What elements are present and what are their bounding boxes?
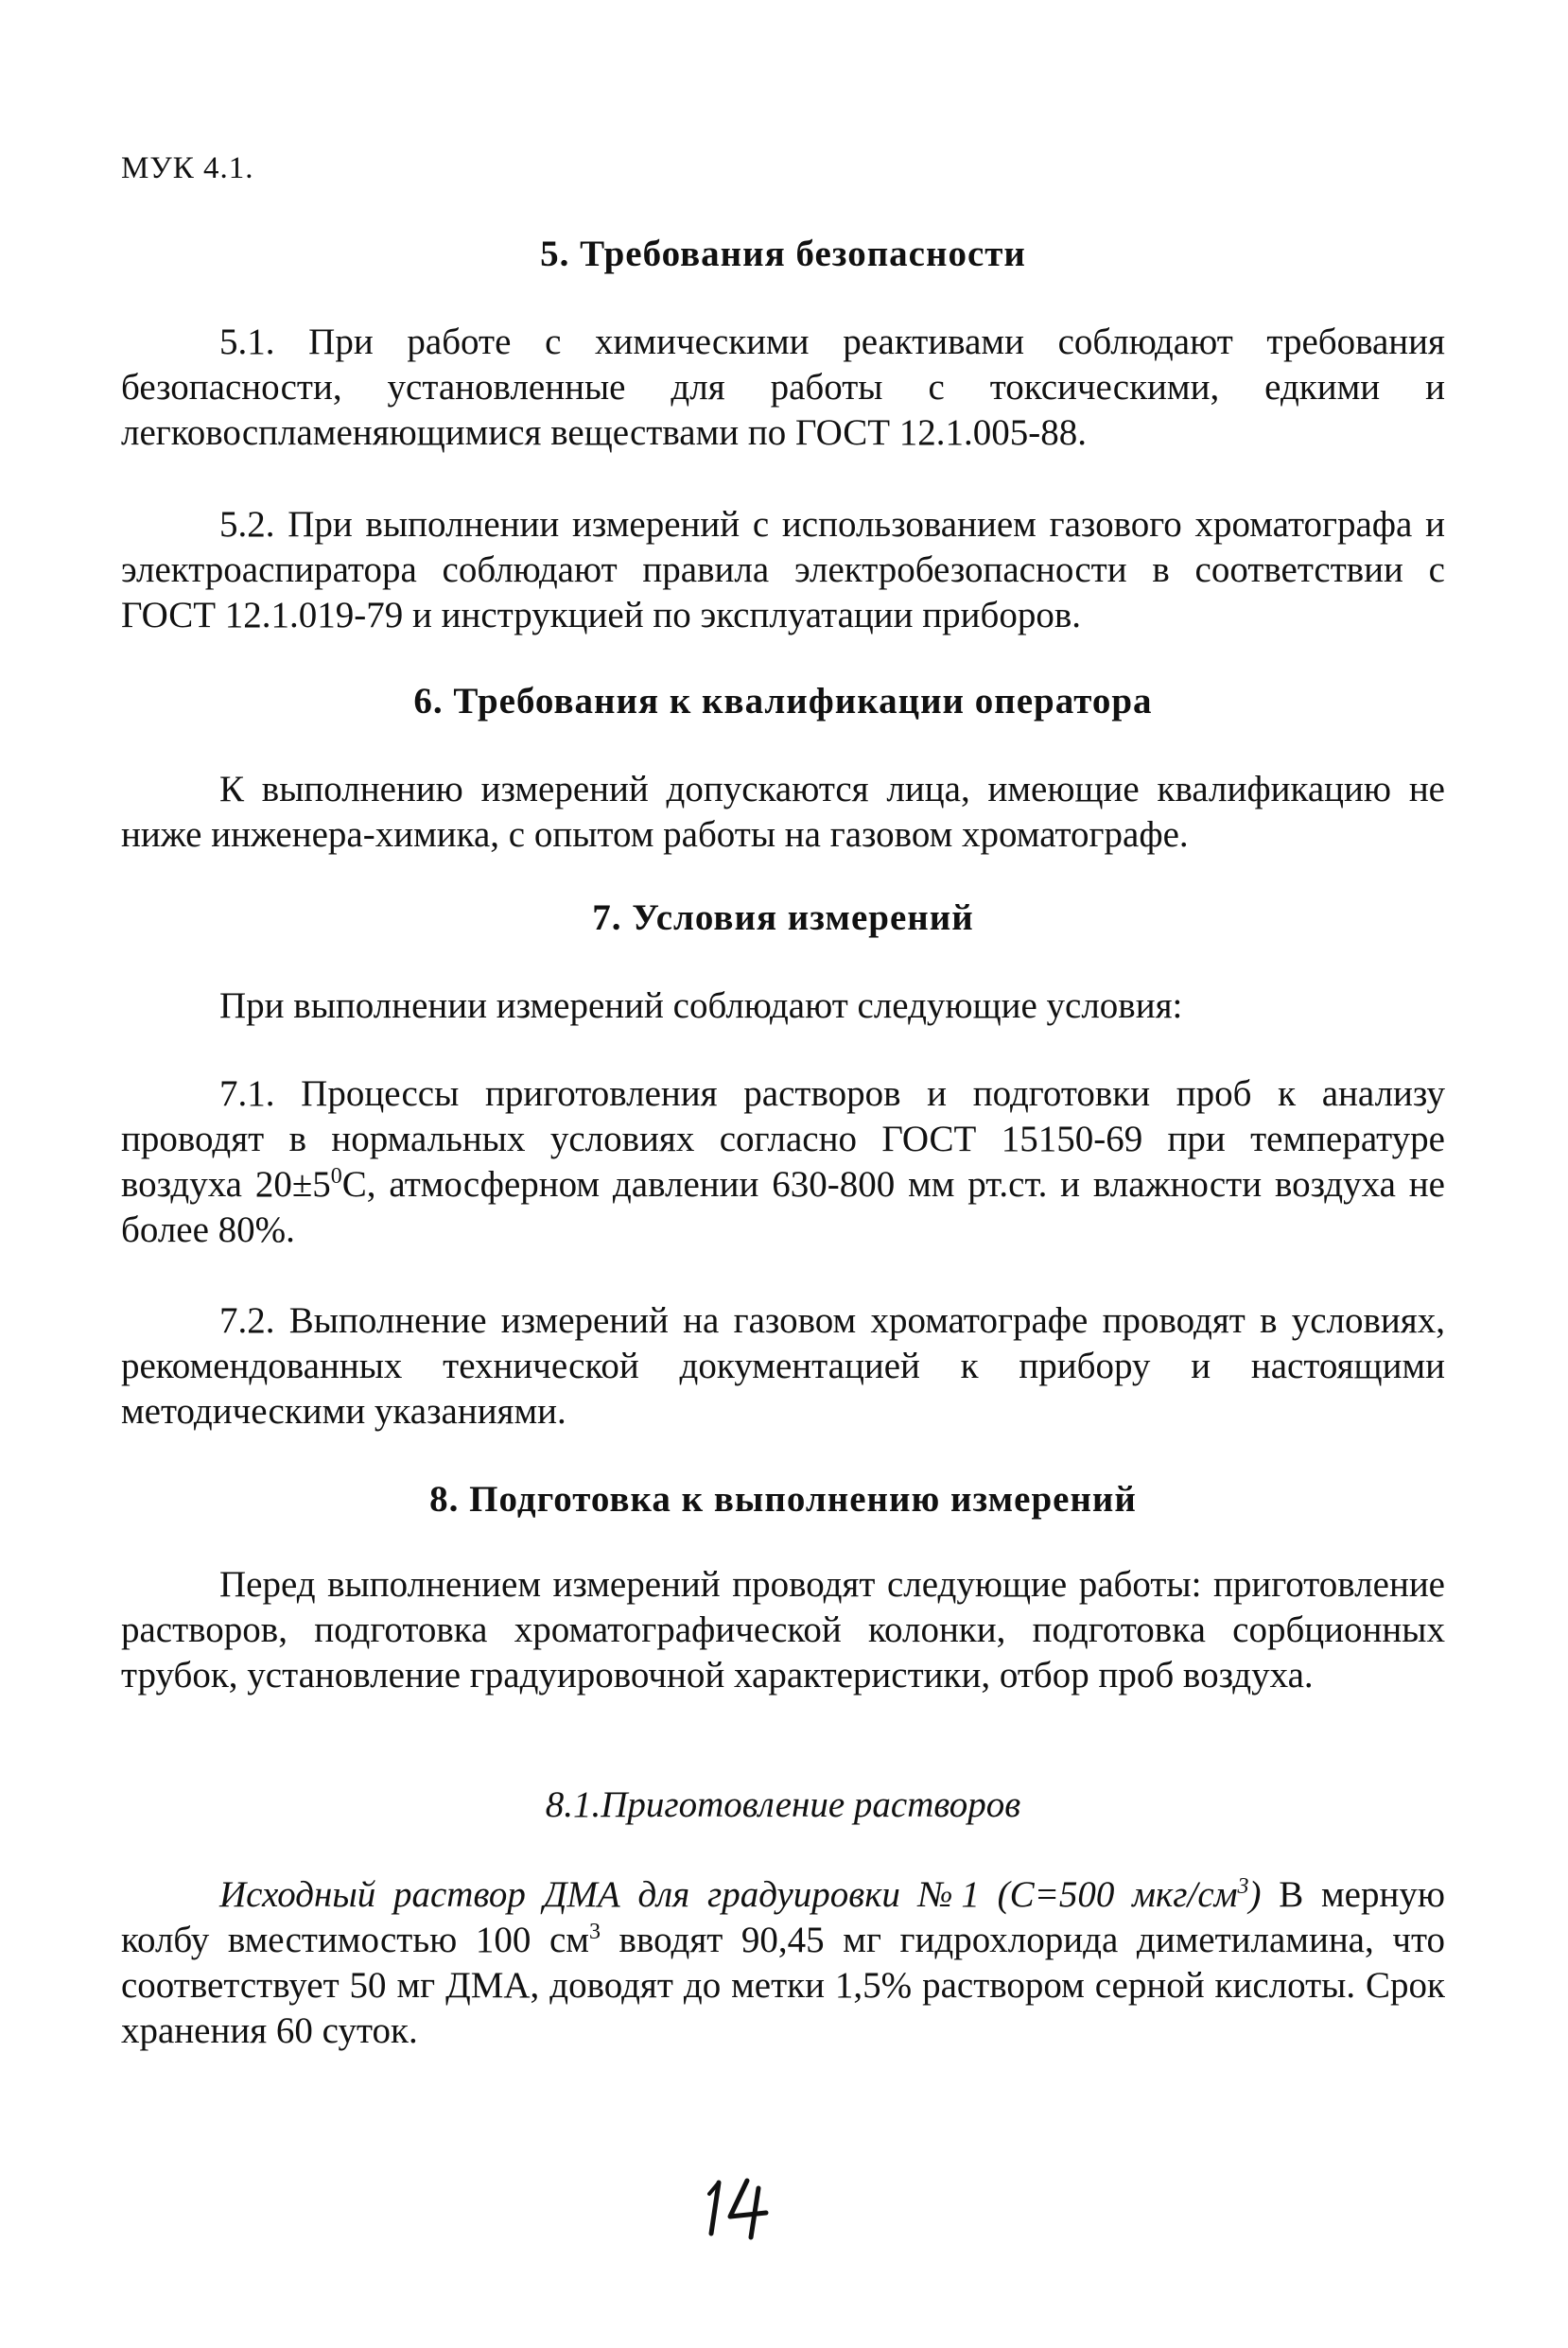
volume-superscript: 3 (588, 1920, 601, 1944)
paragraph-5-1: 5.1. При работе с химическими реактивами соблюдают требования безопасности, установленные для работы с токсическими, едкими и легковоспламеняющимися веществами по ГОСТ 12.1.005-88. (121, 322, 1445, 453)
section-8-heading: 8. Подготовка к выполнению измерений (429, 1479, 1137, 1520)
stock-solution-text-2: вводят 90,45 мг гидрохлорида диметиламина, что соответствует 50 мг ДМА, доводят до метки 1,5% раствором серной кислоты. Срок хранения 60 суток. (121, 1920, 1445, 2051)
section-5-heading: 5. Требования безопасности (540, 234, 1026, 274)
handwritten-page-number (698, 2175, 793, 2241)
section-7-heading: 7. Условия измерений (592, 897, 974, 938)
section-6-heading: 6. Требования к квалификации оператора (413, 681, 1153, 722)
stock-solution-title: Исходный раствор ДМА для градуировки №1 (С=500 мкг/см (219, 1874, 1238, 1915)
paragraph-7-1-part-2: С, атмосферном давлении 630-800 мм рт.ст. и влажности воздуха не более 80%. (121, 1164, 1445, 1250)
subsection-8-1-heading: 8.1.Приготовление растворов (545, 1784, 1021, 1825)
paragraph-7-1 (121, 1071, 1445, 1253)
paragraph-5-2: 5.2. При выполнении измерений с использованием газового хроматографа и электроаспиратора соблюдают правила электробезопасности в соответствии с ГОСТ 12.1.019-79 и инструкцией по эксплуатации приборов. (121, 504, 1445, 635)
stock-solution-text-1: В мерную колбу вместимостью 100 см (121, 1874, 1445, 1960)
stock-title-close: ) (1248, 1874, 1262, 1915)
digit-four-body (730, 2181, 766, 2217)
stock-title-superscript: 3 (1237, 1874, 1249, 1899)
degree-superscript: 0 (330, 1164, 342, 1189)
paragraph-6-1: К выполнению измерений допускаются лица, имеющие квалификацию не ниже инженера-химика, с опытом работы на газовом хроматографе. (121, 769, 1445, 855)
paragraph-7-2: 7.2. Выполнение измерений на газовом хроматографе проводят в условиях, рекомендованных технической документацией к прибору и настоящими методическими указаниями. (121, 1300, 1445, 1432)
paragraph-7-1-part-1: 7.1. Процессы приготовления растворов и подготовки проб к анализу проводят в нормальных условиях согласно ГОСТ 15150-69 при температуре воздуха 20±5 (121, 1073, 1445, 1205)
paragraph-stock-solution (121, 1872, 1445, 2054)
paragraph-7-intro: При выполнении измерений соблюдают следующие условия: (219, 985, 1183, 1026)
paragraph-8-intro: Перед выполнением измерений проводят следующие работы: приготовление растворов, подготовка хроматографической колонки, подготовка сорбционных трубок, установление градуировочной характеристики, отбор проб воздуха. (121, 1564, 1445, 1696)
document-code: МУК 4.1. (121, 151, 254, 185)
